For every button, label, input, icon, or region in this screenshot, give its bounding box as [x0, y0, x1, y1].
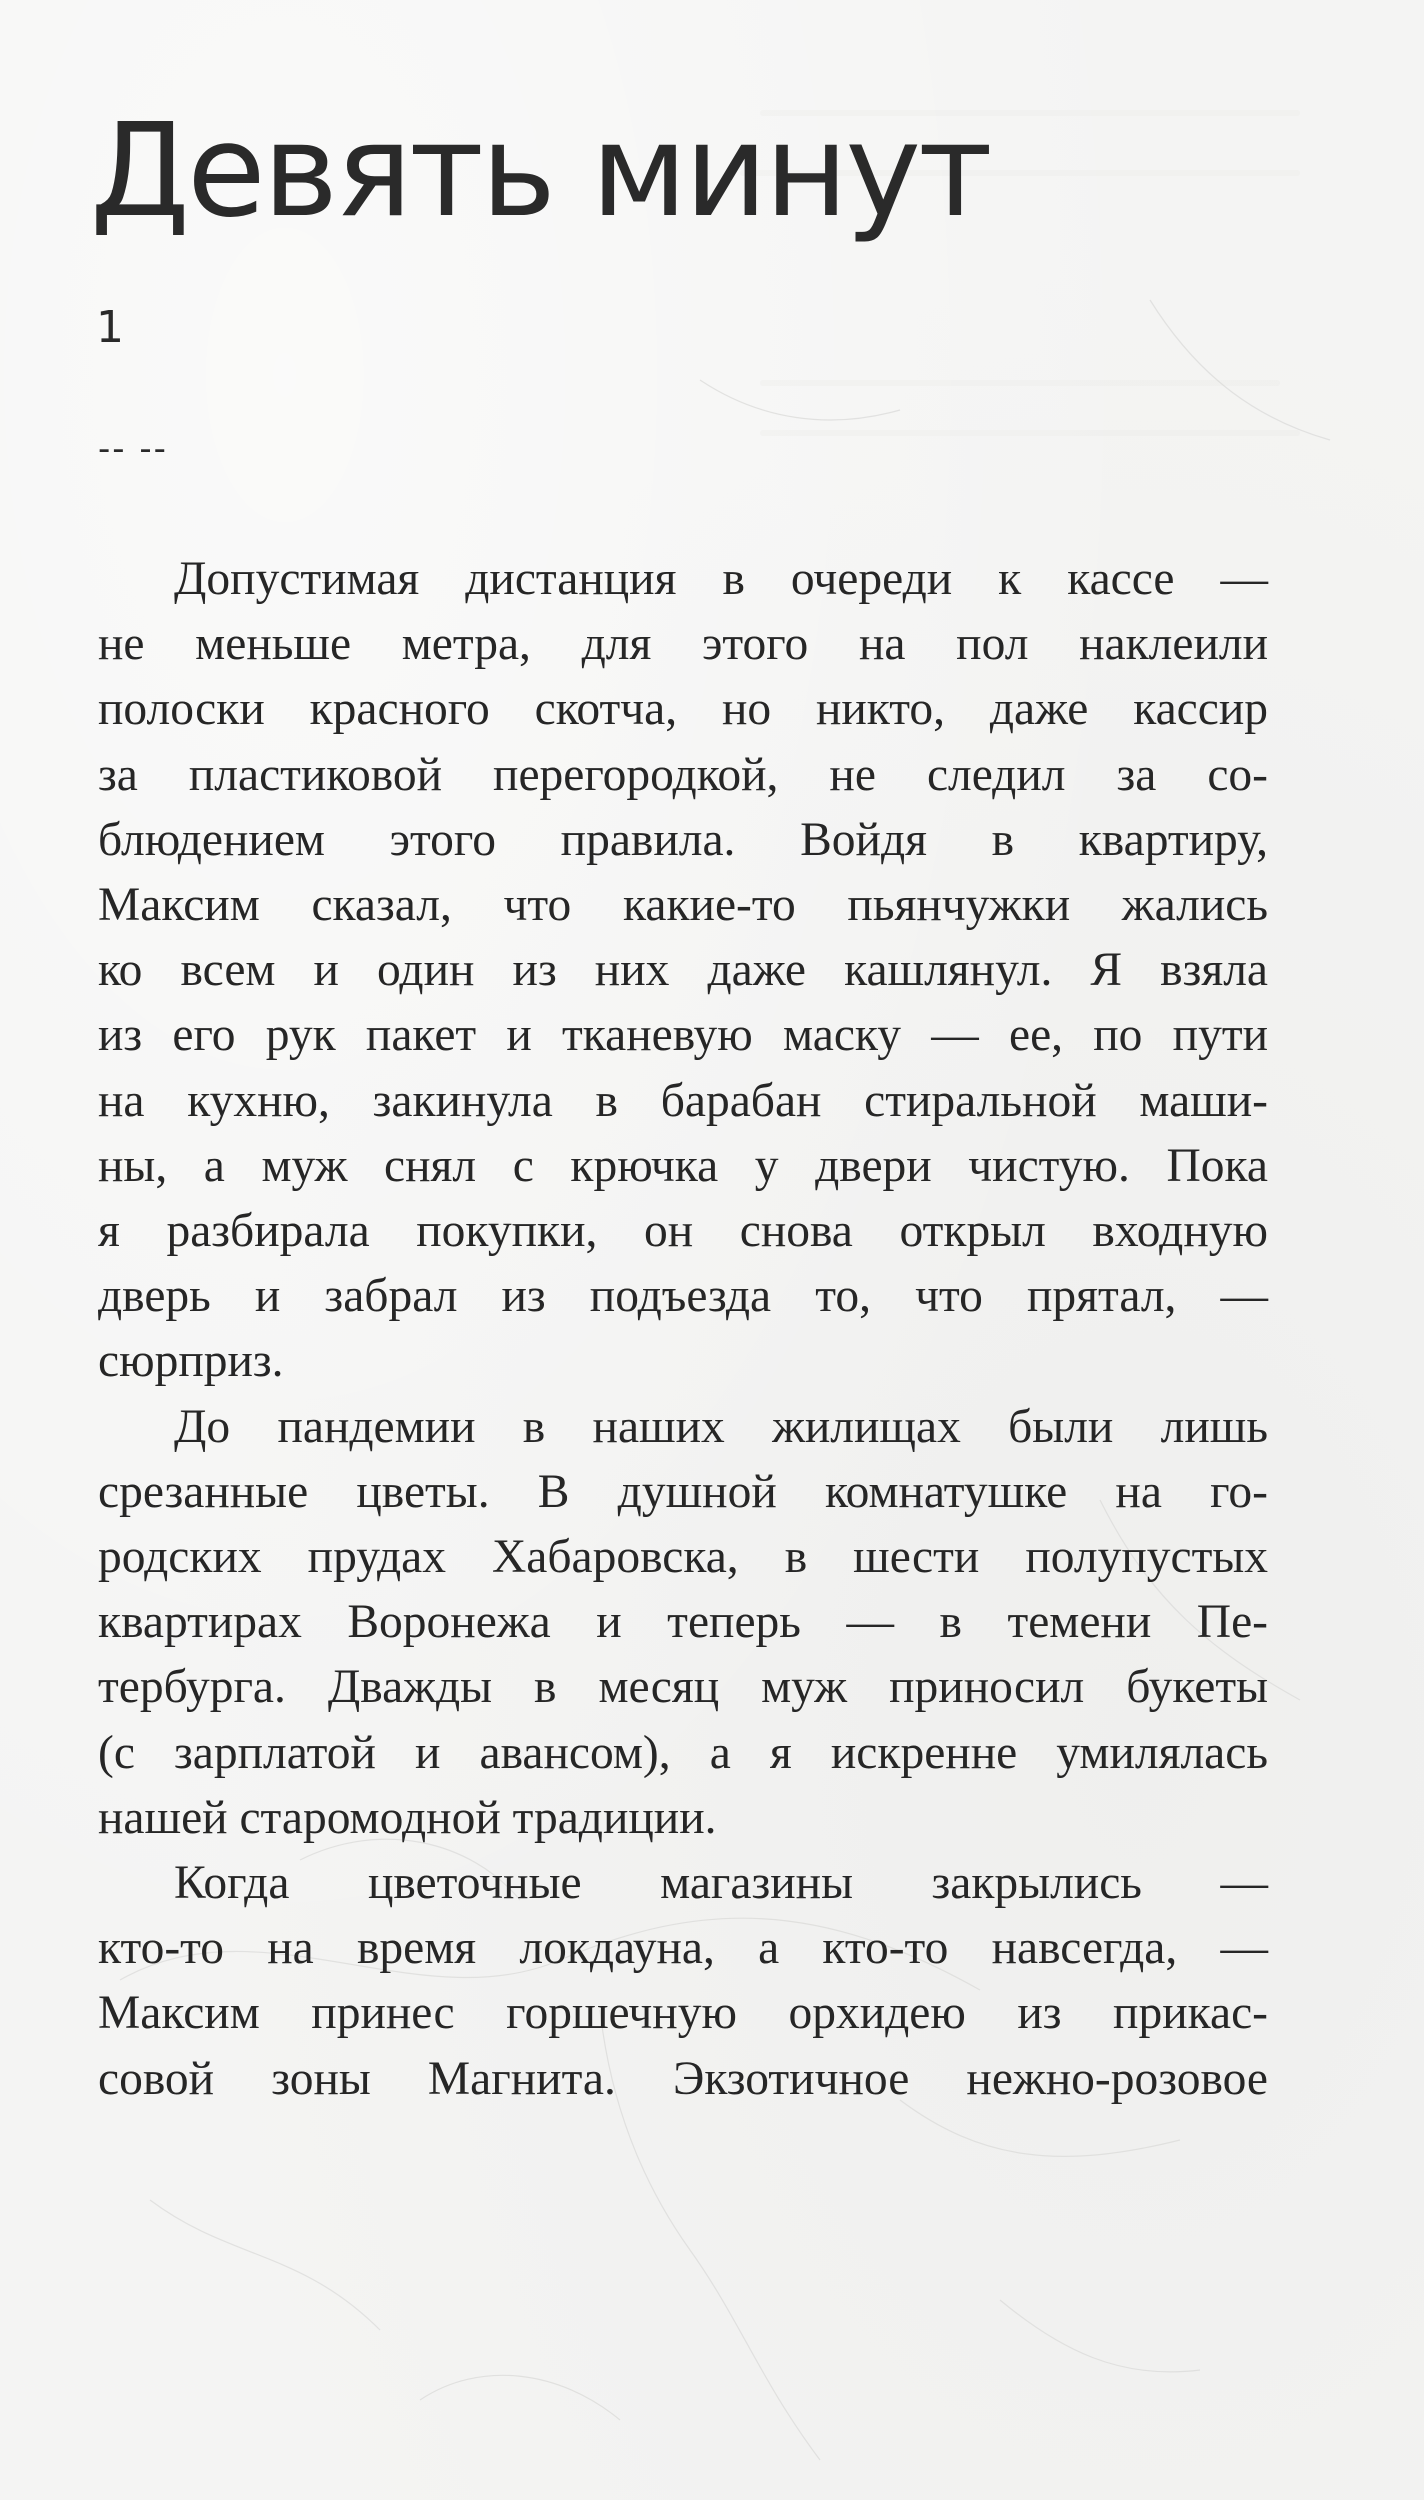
section-separator: -- -- — [98, 429, 168, 469]
text-line: срезанные цветы. В душной комнатушке на го- — [98, 1465, 1268, 1518]
text-line: ны, а муж снял с крючка у двери чистую. Пока — [98, 1139, 1268, 1192]
paragraph-3 — [98, 1851, 1268, 2112]
chapter-number: 1 — [96, 302, 124, 353]
text-line: Максим сказал, что какие-то пьянчужки жались — [98, 879, 1268, 932]
text-line: полоски красного скотча, но никто, даже кассир — [98, 683, 1268, 736]
text-line: кто-то на время локдауна, а кто-то навсегда, — — [98, 1922, 1268, 1975]
text-line: Когда цветочные магазины закрылись — — [174, 1857, 1268, 1910]
text-line: родских прудах Хабаровска, в шести полупустых — [98, 1531, 1268, 1584]
text-line: Допустимая дистанция в очереди к кассе — — [174, 553, 1268, 605]
text-line: Максим принес горшечную орхидею из прикас- — [98, 1987, 1268, 2040]
body-text — [98, 547, 1268, 2112]
text-line: дверь и забрал из подъезда то, что прятал, — — [98, 1270, 1268, 1323]
text-line: на кухню, закинула в барабан стиральной маши- — [98, 1074, 1268, 1127]
text-line: совой зоны Магнита. Экзотичное нежно-розовое — [98, 2052, 1268, 2105]
text-line: нашей старомодной традиции. — [98, 1791, 717, 1844]
paragraph-2 — [98, 1395, 1268, 1851]
paragraph-1 — [98, 547, 1268, 1395]
text-line: квартирах Воронежа и теперь — в темени Пе- — [98, 1596, 1268, 1649]
text-line: из его рук пакет и тканевую маску — ее, по пути — [98, 1009, 1268, 1062]
chapter-title: Девять минут — [90, 97, 990, 246]
text-line: я разбирала покупки, он снова открыл входную — [98, 1205, 1268, 1258]
text-line: не меньше метра, для этого на пол наклеили — [98, 618, 1268, 671]
text-line: тербурга. Дважды в месяц муж приносил букеты — [98, 1661, 1268, 1714]
text-line: (с зарплатой и авансом), а я искренне умилялась — [98, 1726, 1268, 1779]
text-line: сюрприз. — [98, 1335, 284, 1388]
text-line: До пандемии в наших жилищах были лишь — [174, 1400, 1268, 1453]
text-line: блюдением этого правила. Войдя в квартиру, — [98, 813, 1268, 866]
text-line: за пластиковой перегородкой, не следил за со- — [98, 748, 1268, 801]
text-line: ко всем и один из них даже кашлянул. Я взяла — [98, 944, 1268, 997]
